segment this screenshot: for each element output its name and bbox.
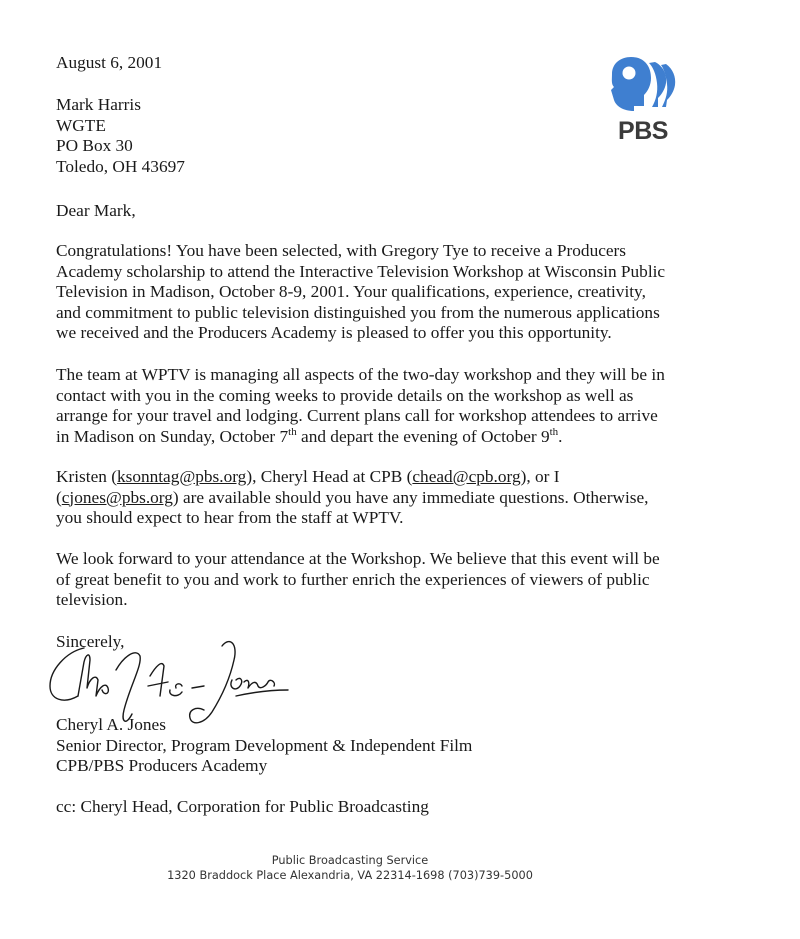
signer-org: CPB/PBS Producers Academy	[56, 756, 268, 776]
pbs-logo-text: PBS	[618, 117, 668, 145]
text-run: .	[558, 426, 563, 446]
paragraph-line: you should expect to hear from the staff at WPTV.	[56, 508, 404, 528]
recipient-city: Toledo, OH 43697	[56, 156, 185, 176]
paragraph-line: we received and the Producers Academy is pleased to offer you this opportunity.	[56, 323, 612, 343]
footer-org: Public Broadcasting Service	[271, 854, 429, 867]
paragraph-line: contact with you in the coming weeks to provide details on the workshop as well as	[56, 385, 634, 405]
paragraph-line: Television in Madison, October 8-9, 2001. Your qualifications, experience, creativity,	[56, 282, 646, 302]
paragraph-line: Academy scholarship to attend the Interactive Television Workshop at Wisconsin Public	[56, 261, 666, 281]
paragraph-line: We look forward to your attendance at the Workshop. We believe that this event will be	[56, 549, 660, 568]
cc-line: cc: Cheryl Head, Corporation for Public Broadcasting	[56, 797, 429, 816]
paragraph-line	[56, 467, 648, 488]
letter-date: August 6, 2001	[56, 53, 163, 72]
text-run: ) are available should you have any immediate questions. Otherwise,	[172, 487, 649, 507]
paragraph-line: The team at WPTV is managing all aspects of the two-day workshop and they will be in	[56, 365, 665, 384]
paragraph-line: of great benefit to you and work to further enrich the experiences of viewers of public	[56, 569, 650, 589]
paragraph-line: television.	[56, 590, 128, 610]
paragraph-line: Congratulations! You have been selected, with Gregory Tye to receive a Producers	[56, 241, 627, 260]
email-link-cheryl-head[interactable]: chead@cpb.org	[412, 467, 521, 486]
pbs-logo	[606, 54, 680, 146]
ordinal-suffix: th	[288, 426, 297, 439]
salutation: Dear Mark,	[56, 201, 136, 220]
paragraph-line: arrange for your travel and lodging. Current plans call for workshop attendees to arrive	[56, 406, 658, 426]
closing: Sincerely,	[56, 632, 125, 651]
recipient-name: Mark Harris	[56, 95, 141, 114]
text-run: in Madison on Sunday, October 7	[56, 426, 289, 446]
email-link-cheryl-jones[interactable]: cjones@pbs.org	[61, 487, 173, 507]
paragraph-2	[56, 365, 665, 447]
paragraph-3	[56, 467, 648, 529]
signer-name: Cheryl A. Jones	[56, 715, 166, 734]
text-run: Kristen (	[56, 467, 117, 486]
text-run: and depart the evening of October 9	[296, 426, 550, 446]
recipient-address	[56, 95, 185, 177]
paragraph-line: and commitment to public television distinguished you from the numerous applications	[56, 302, 660, 322]
recipient-street: PO Box 30	[56, 136, 133, 156]
text-run: ), or I	[520, 467, 560, 486]
paragraph-line	[56, 427, 665, 448]
paragraph-1	[56, 241, 665, 344]
letterhead-footer	[0, 853, 700, 883]
paragraph-4	[56, 549, 660, 611]
signer-block	[56, 715, 472, 777]
ordinal-suffix: th	[549, 426, 559, 439]
email-link-kristen[interactable]: ksonntag@pbs.org	[116, 467, 247, 486]
recipient-org: WGTE	[56, 115, 106, 135]
text-run: ), Cheryl Head at CPB (	[246, 467, 413, 486]
signer-title: Senior Director, Program Development & Independent Film	[56, 735, 473, 755]
footer-address: 1320 Braddock Place Alexandria, VA 22314-1698 (703)739-5000	[167, 869, 533, 882]
paragraph-line	[56, 488, 648, 509]
text-run: (	[56, 487, 62, 507]
pbs-heads-icon	[606, 54, 680, 118]
